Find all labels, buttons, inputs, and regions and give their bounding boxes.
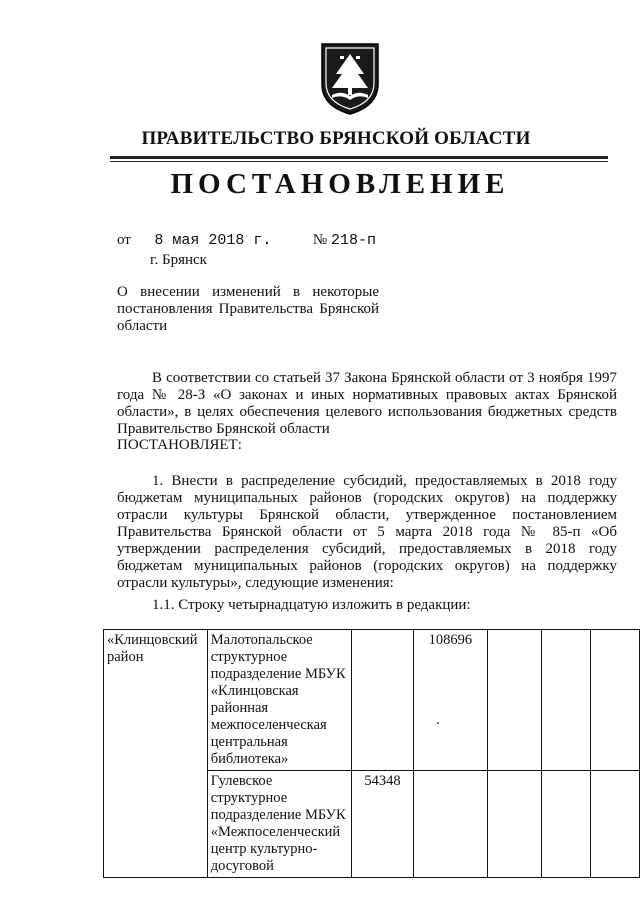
value-cell: 108696 bbox=[413, 630, 487, 771]
document-number: 218-п bbox=[330, 232, 376, 249]
header-rule-thin bbox=[110, 161, 608, 162]
value-cell bbox=[352, 630, 413, 771]
document-type-title: ПОСТАНОВЛЕНИЕ bbox=[170, 168, 510, 200]
scan-speck bbox=[437, 722, 439, 724]
amendment-table bbox=[103, 629, 640, 878]
preamble-paragraph: В соответствии со статьей 37 Закона Брянской области от 3 ноября 1997 года № 28-З «О законах и иных нормативных правовых актах Брянской области», в целях обеспечения целевого использования бюджетных средств Правительство Брянской области bbox=[117, 370, 617, 437]
date-prefix: от bbox=[117, 232, 131, 248]
value-cell bbox=[413, 771, 487, 878]
document-date: 8 мая 2018 г. bbox=[154, 232, 272, 249]
document-city: г. Брянск bbox=[150, 252, 207, 268]
org-cell: Гулевское структурное подразделение МБУК «Межпоселенческий центр культурно-досуговой bbox=[207, 771, 351, 878]
value-cell: 54348 bbox=[352, 771, 413, 878]
header-rule-thick bbox=[110, 156, 608, 159]
item-1-paragraph: 1. Внести в распределение субсидий, предоставляемых в 2018 году бюджетам муниципальных районов (городских округов) на поддержку отрасли культуры Брянской области, утвержденное постановлением Правительства Брянской области от 5 марта 2018 года № 85-п «Об утверждении распределения субсидий, предоставляемых в 2018 году бюджетам муниципальных районов (городских округов) на поддержку отрасли культуры», следующие изменения: bbox=[117, 473, 617, 591]
empty-cell bbox=[488, 771, 542, 878]
organization-title: ПРАВИТЕЛЬСТВО БРЯНСКОЙ ОБЛАСТИ bbox=[141, 128, 531, 149]
document-subject: О внесении изменений в некоторые постановления Правительства Брянской области bbox=[117, 284, 379, 334]
item-1-1: 1.1. Строку четырнадцатую изложить в редакции: bbox=[152, 597, 471, 613]
empty-cell bbox=[591, 630, 640, 771]
empty-cell bbox=[591, 771, 640, 878]
org-cell: Малотопальское структурное подразделение МБУК «Клинцовская районная межпоселенческая центральная библиотека» bbox=[207, 630, 351, 771]
bryansk-coat-of-arms-icon bbox=[318, 40, 382, 116]
number-sign: № bbox=[312, 232, 328, 248]
empty-cell bbox=[542, 630, 591, 771]
date-number-row bbox=[117, 232, 376, 249]
district-cell: «Клинцовский район bbox=[104, 630, 208, 878]
table-row bbox=[104, 630, 640, 771]
empty-cell bbox=[488, 630, 542, 771]
empty-cell bbox=[542, 771, 591, 878]
decree-word: ПОСТАНОВЛЯЕТ: bbox=[117, 437, 242, 453]
